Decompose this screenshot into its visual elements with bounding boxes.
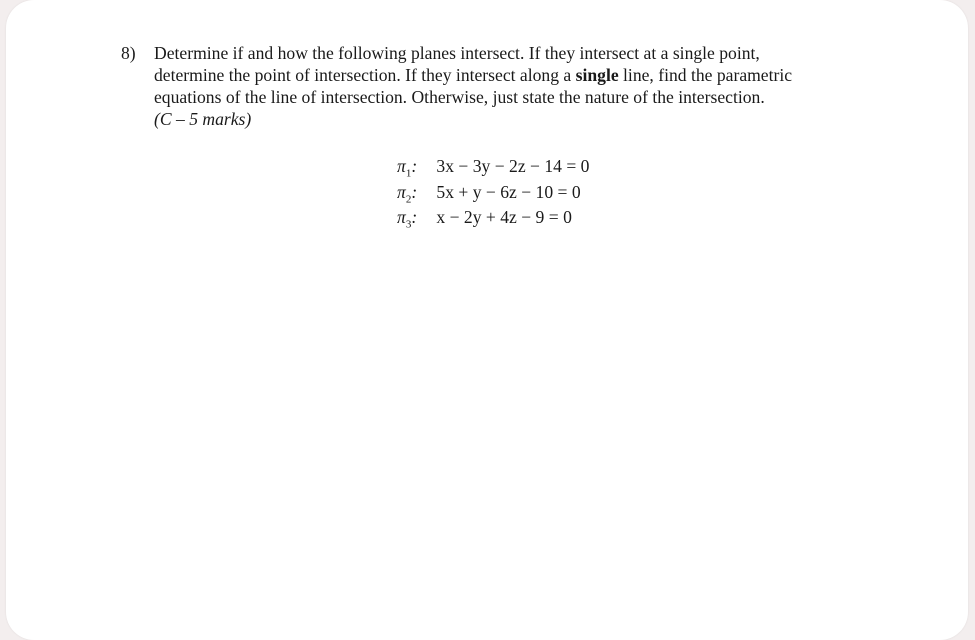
question-line-2: [154, 64, 884, 86]
plane-equation: 5x + y − 6z − 10 = 0: [436, 181, 581, 202]
question-line-1: Determine if and how the following planes intersect. If they intersect at a single point,: [154, 43, 760, 63]
question-emphasis: single: [575, 65, 619, 85]
question-line-3: equations of the line of intersection. Otherwise, just state the nature of the intersection.: [154, 87, 765, 107]
plane-equation: 3x − 3y − 2z − 14 = 0: [436, 156, 590, 176]
plane-equation-row: [397, 154, 589, 180]
document-page: [6, 0, 968, 640]
question-marks: (C – 5 marks): [154, 109, 252, 129]
plane-label: $\pi_3$:: [397, 207, 418, 231]
question-text: [154, 42, 884, 130]
question-line-2-start: determine the point of intersection. If they intersect along a: [154, 65, 576, 85]
question-line-2-end: line, find the parametric: [618, 65, 793, 85]
plane-equation-row: [397, 205, 589, 231]
plane-label: $\pi_2$:: [397, 181, 418, 206]
question-number: 8): [121, 43, 136, 63]
plane-equation-row: [397, 180, 589, 206]
plane-equations: [397, 154, 589, 231]
plane-label: $\pi_1$:: [397, 156, 418, 180]
plane-equation: x − 2y + 4z − 9 = 0: [436, 207, 572, 227]
